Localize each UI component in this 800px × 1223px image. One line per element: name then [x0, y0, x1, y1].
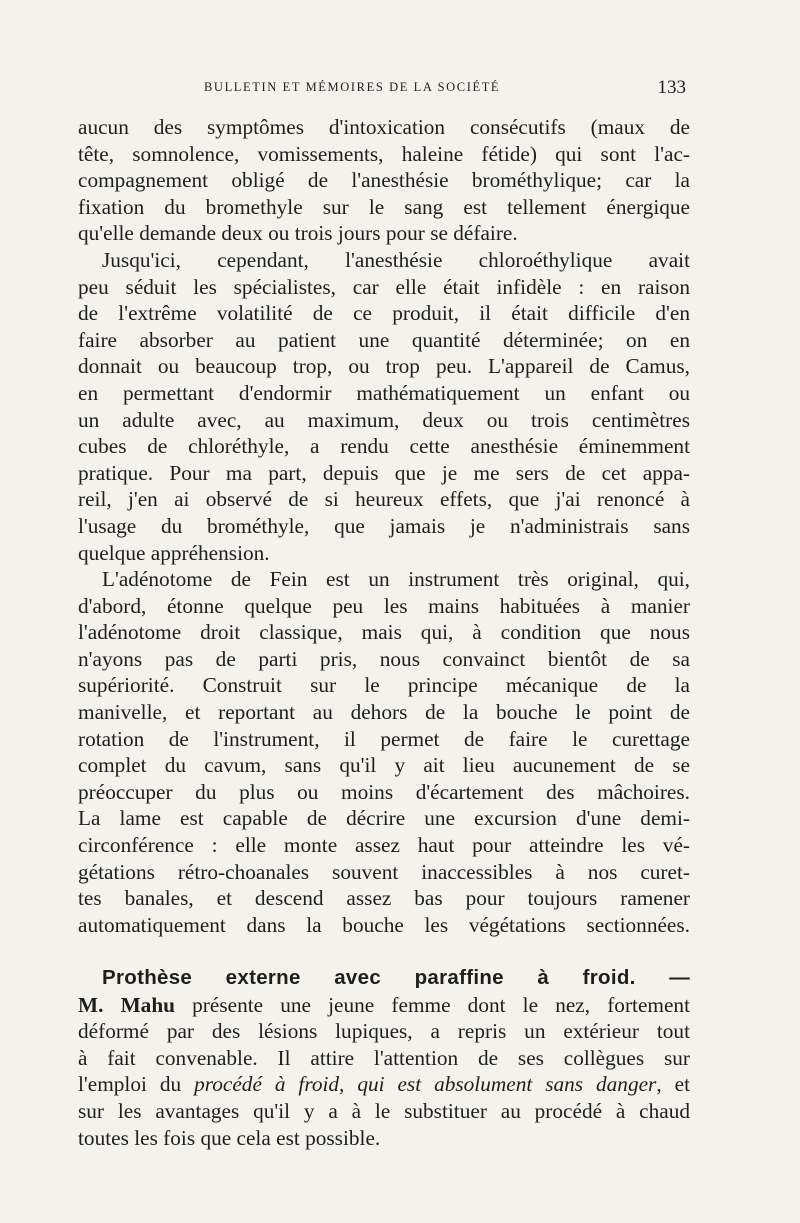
text-line: circonférence : elle monte assez haut pour atteindre les vé-	[78, 833, 690, 858]
text-line: reil, j'en ai observé de si heureux effets, que j'ai renoncé à	[78, 487, 690, 512]
text-line: gétations rétro-choanales souvent inaccessibles à nos curet-	[78, 859, 690, 884]
text-line: L'adénotome de Fein est un instrument très original, qui,	[102, 567, 690, 592]
text-segment: l'emploi du	[78, 1072, 195, 1097]
text-line: l'adénotome droit classique, mais qui, à condition que nous	[78, 620, 690, 645]
text-line: rotation de l'instrument, il permet de faire le curettage	[78, 726, 690, 751]
text-line	[78, 992, 690, 1019]
text-line: tes banales, et descend assez bas pour toujours ramener	[78, 886, 690, 911]
page-number: 133	[657, 77, 686, 98]
text-line	[78, 1071, 690, 1098]
text-segment: , et	[656, 1072, 690, 1097]
italic-emphasis: procédé à froid, qui est absolument sans danger	[194, 1072, 657, 1097]
page-header	[78, 78, 690, 100]
text-line: supériorité. Construit sur le principe mécanique de la	[78, 673, 690, 698]
text-line: de l'extrême volatilité de ce produit, il était difficile d'en	[78, 301, 690, 326]
text-line: à fait convenable. Il attire l'attention de ses collègues sur	[78, 1045, 690, 1070]
text-line: l'usage du brométhyle, que jamais je n'administrais sans	[78, 513, 690, 538]
text-line: préoccuper du plus ou moins d'écartement des mâchoires.	[78, 779, 690, 804]
text-line: La lame est capable de décrire une excursion d'une demi-	[78, 806, 690, 831]
text-line: quelque appréhension.	[78, 540, 270, 565]
text-line: complet du cavum, sans qu'il y ait lieu aucunement de se	[78, 753, 690, 778]
text-line: en permettant d'endormir mathématiquement un enfant ou	[78, 380, 690, 405]
text-line: n'ayons pas de parti pris, nous convainct bientôt de sa	[78, 646, 690, 671]
text-line: Jusqu'ici, cependant, l'anesthésie chloroéthylique avait	[102, 247, 690, 272]
section-heading: Prothèse externe avec paraffine à froid. —	[102, 966, 690, 989]
text-line: d'abord, étonne quelque peu les mains habituées à manier	[78, 593, 690, 618]
text-line: qu'elle demande deux ou trois jours pour se défaire.	[78, 221, 518, 246]
text-line: pratique. Pour ma part, depuis que je me sers de cet appa-	[78, 460, 690, 485]
text-line: toutes les fois que cela est possible.	[78, 1125, 381, 1150]
body-text	[78, 114, 690, 938]
text-line: un adulte avec, au maximum, deux ou trois centimètres	[78, 407, 690, 432]
text-segment: présente une jeune femme dont le nez, fortement	[175, 992, 690, 1017]
author-name: M. Mahu	[78, 992, 176, 1017]
running-title: BULLETIN ET MÉMOIRES DE LA SOCIÉTÉ	[204, 80, 501, 94]
text-line: déformé par des lésions lupiques, a repris un extérieur tout	[78, 1019, 690, 1044]
paragraph-1	[78, 114, 690, 247]
section-heading-line	[78, 964, 690, 992]
text-line: sur les avantages qu'il y a à le substituer au procédé à chaud	[78, 1098, 690, 1123]
text-line: cubes de chloréthyle, a rendu cette anesthésie éminemment	[78, 434, 690, 459]
text-line: donnait ou beaucoup trop, ou trop peu. L'appareil de Camus,	[78, 354, 690, 379]
text-line: compagnement obligé de l'anesthésie brométhylique; car la	[78, 168, 690, 193]
text-line: aucun des symptômes d'intoxication consécutifs (maux de	[78, 115, 690, 139]
text-line: manivelle, et reportant au dehors de la bouche le point de	[78, 700, 690, 725]
text-line: automatiquement dans la bouche les végétations sectionnées.	[78, 912, 690, 937]
text-line: faire absorber au patient une quantité déterminée; on en	[78, 327, 690, 352]
paragraph-2	[78, 247, 690, 566]
section-prothese	[78, 964, 690, 1151]
text-line: tête, somnolence, vomissements, haleine fétide) qui sont l'ac-	[78, 141, 690, 166]
text-line: peu séduit les spécialistes, car elle était infidèle : en raison	[78, 274, 690, 299]
paragraph-3	[78, 566, 690, 938]
text-line: fixation du bromethyle sur le sang est tellement énergique	[78, 194, 690, 219]
